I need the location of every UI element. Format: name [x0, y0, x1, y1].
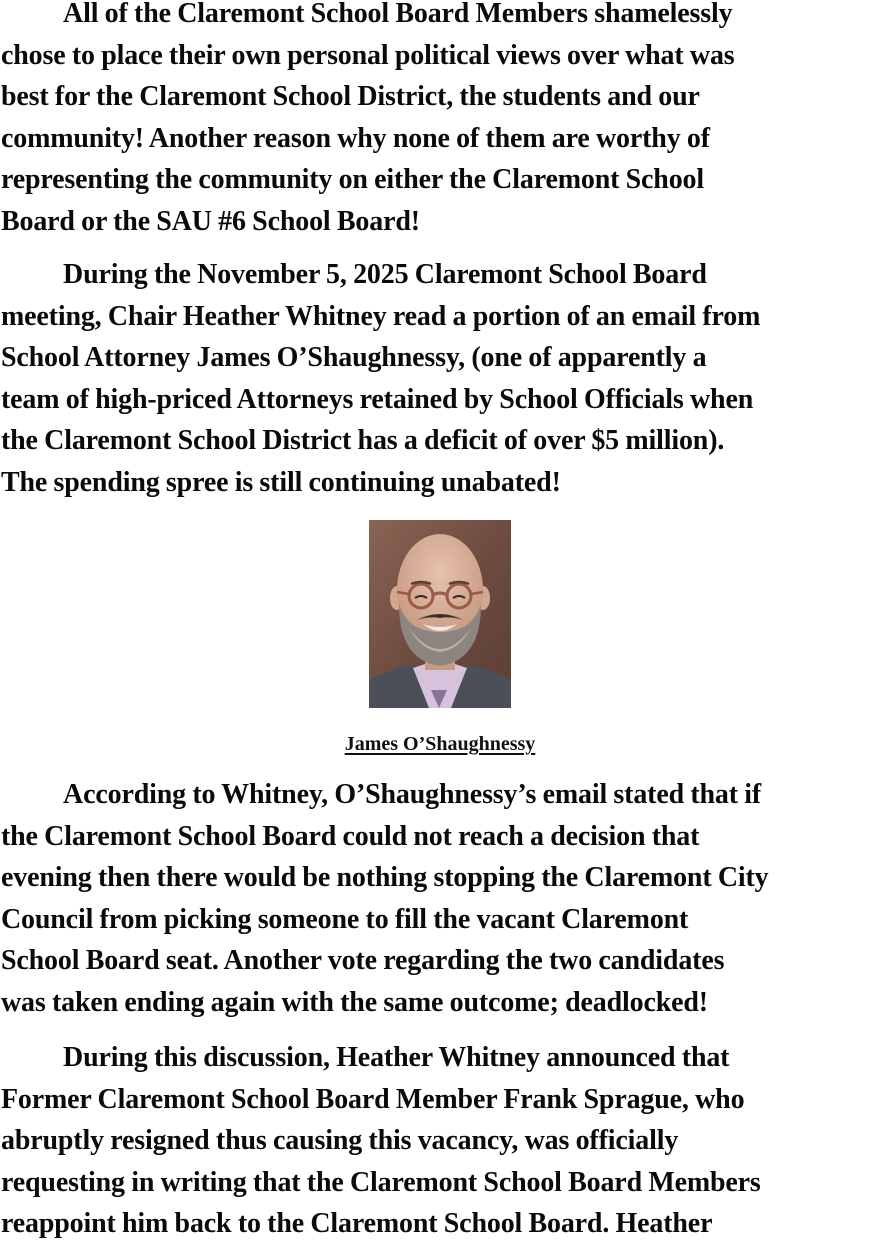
paragraph-email-statement [1, 774, 878, 1024]
text-line: requesting in writing that the Claremont School Board Members [0, 1166, 761, 1198]
caption-text: James O’Shaughnessy [344, 733, 536, 755]
text-line: School Board seat. Another vote regarding the two candidates [0, 945, 725, 977]
text-line: community! Another reason why none of them are worthy of [0, 122, 710, 154]
text-line: School Attorney James O’Shaughnessy, (one of apparently a [0, 342, 707, 374]
text-line: During the November 5, 2025 Claremont School Board [63, 259, 707, 290]
text-line: Former Claremont School Board Member Frank Sprague, who [0, 1083, 745, 1115]
text-line: abruptly resigned thus causing this vacancy, was officially [0, 1125, 679, 1157]
portrait-photo [369, 520, 511, 708]
text-line: evening then there would be nothing stopping the Claremont City [0, 862, 769, 894]
text-line: During this discussion, Heather Whitney announced that [63, 1042, 730, 1073]
text-line: meeting, Chair Heather Whitney read a portion of an email from [0, 300, 761, 332]
text-line: chose to place their own personal political views over what was [0, 39, 735, 71]
text-line: the Claremont School Board could not reach a decision that [0, 820, 700, 852]
paragraph-november-meeting [1, 254, 878, 504]
text-line: reappoint him back to the Claremont School Board. Heather [0, 1208, 713, 1240]
text-line: According to Whitney, O’Shaughnessy’s email stated that if [63, 779, 762, 810]
photo-caption [0, 730, 880, 758]
text-line: Council from picking someone to fill the vacant Claremont [0, 903, 689, 935]
text-line: The spending spree is still continuing unabated! [0, 466, 561, 498]
text-line: representing the community on either the Claremont School [0, 164, 704, 196]
paragraph-board-members [1, 0, 878, 243]
text-line: Board or the SAU #6 School Board! [0, 205, 420, 237]
portrait-illustration [369, 520, 511, 708]
text-line: the Claremont School District has a deficit of over $5 million). [0, 425, 725, 457]
text-line: team of high-priced Attorneys retained by School Officials when [0, 383, 754, 415]
text-line: was taken ending again with the same outcome; deadlocked! [0, 986, 708, 1018]
text-line: All of the Claremont School Board Members shamelessly [63, 0, 733, 29]
text-line: best for the Claremont School District, the students and our [0, 81, 700, 113]
paragraph-discussion [1, 1037, 878, 1245]
